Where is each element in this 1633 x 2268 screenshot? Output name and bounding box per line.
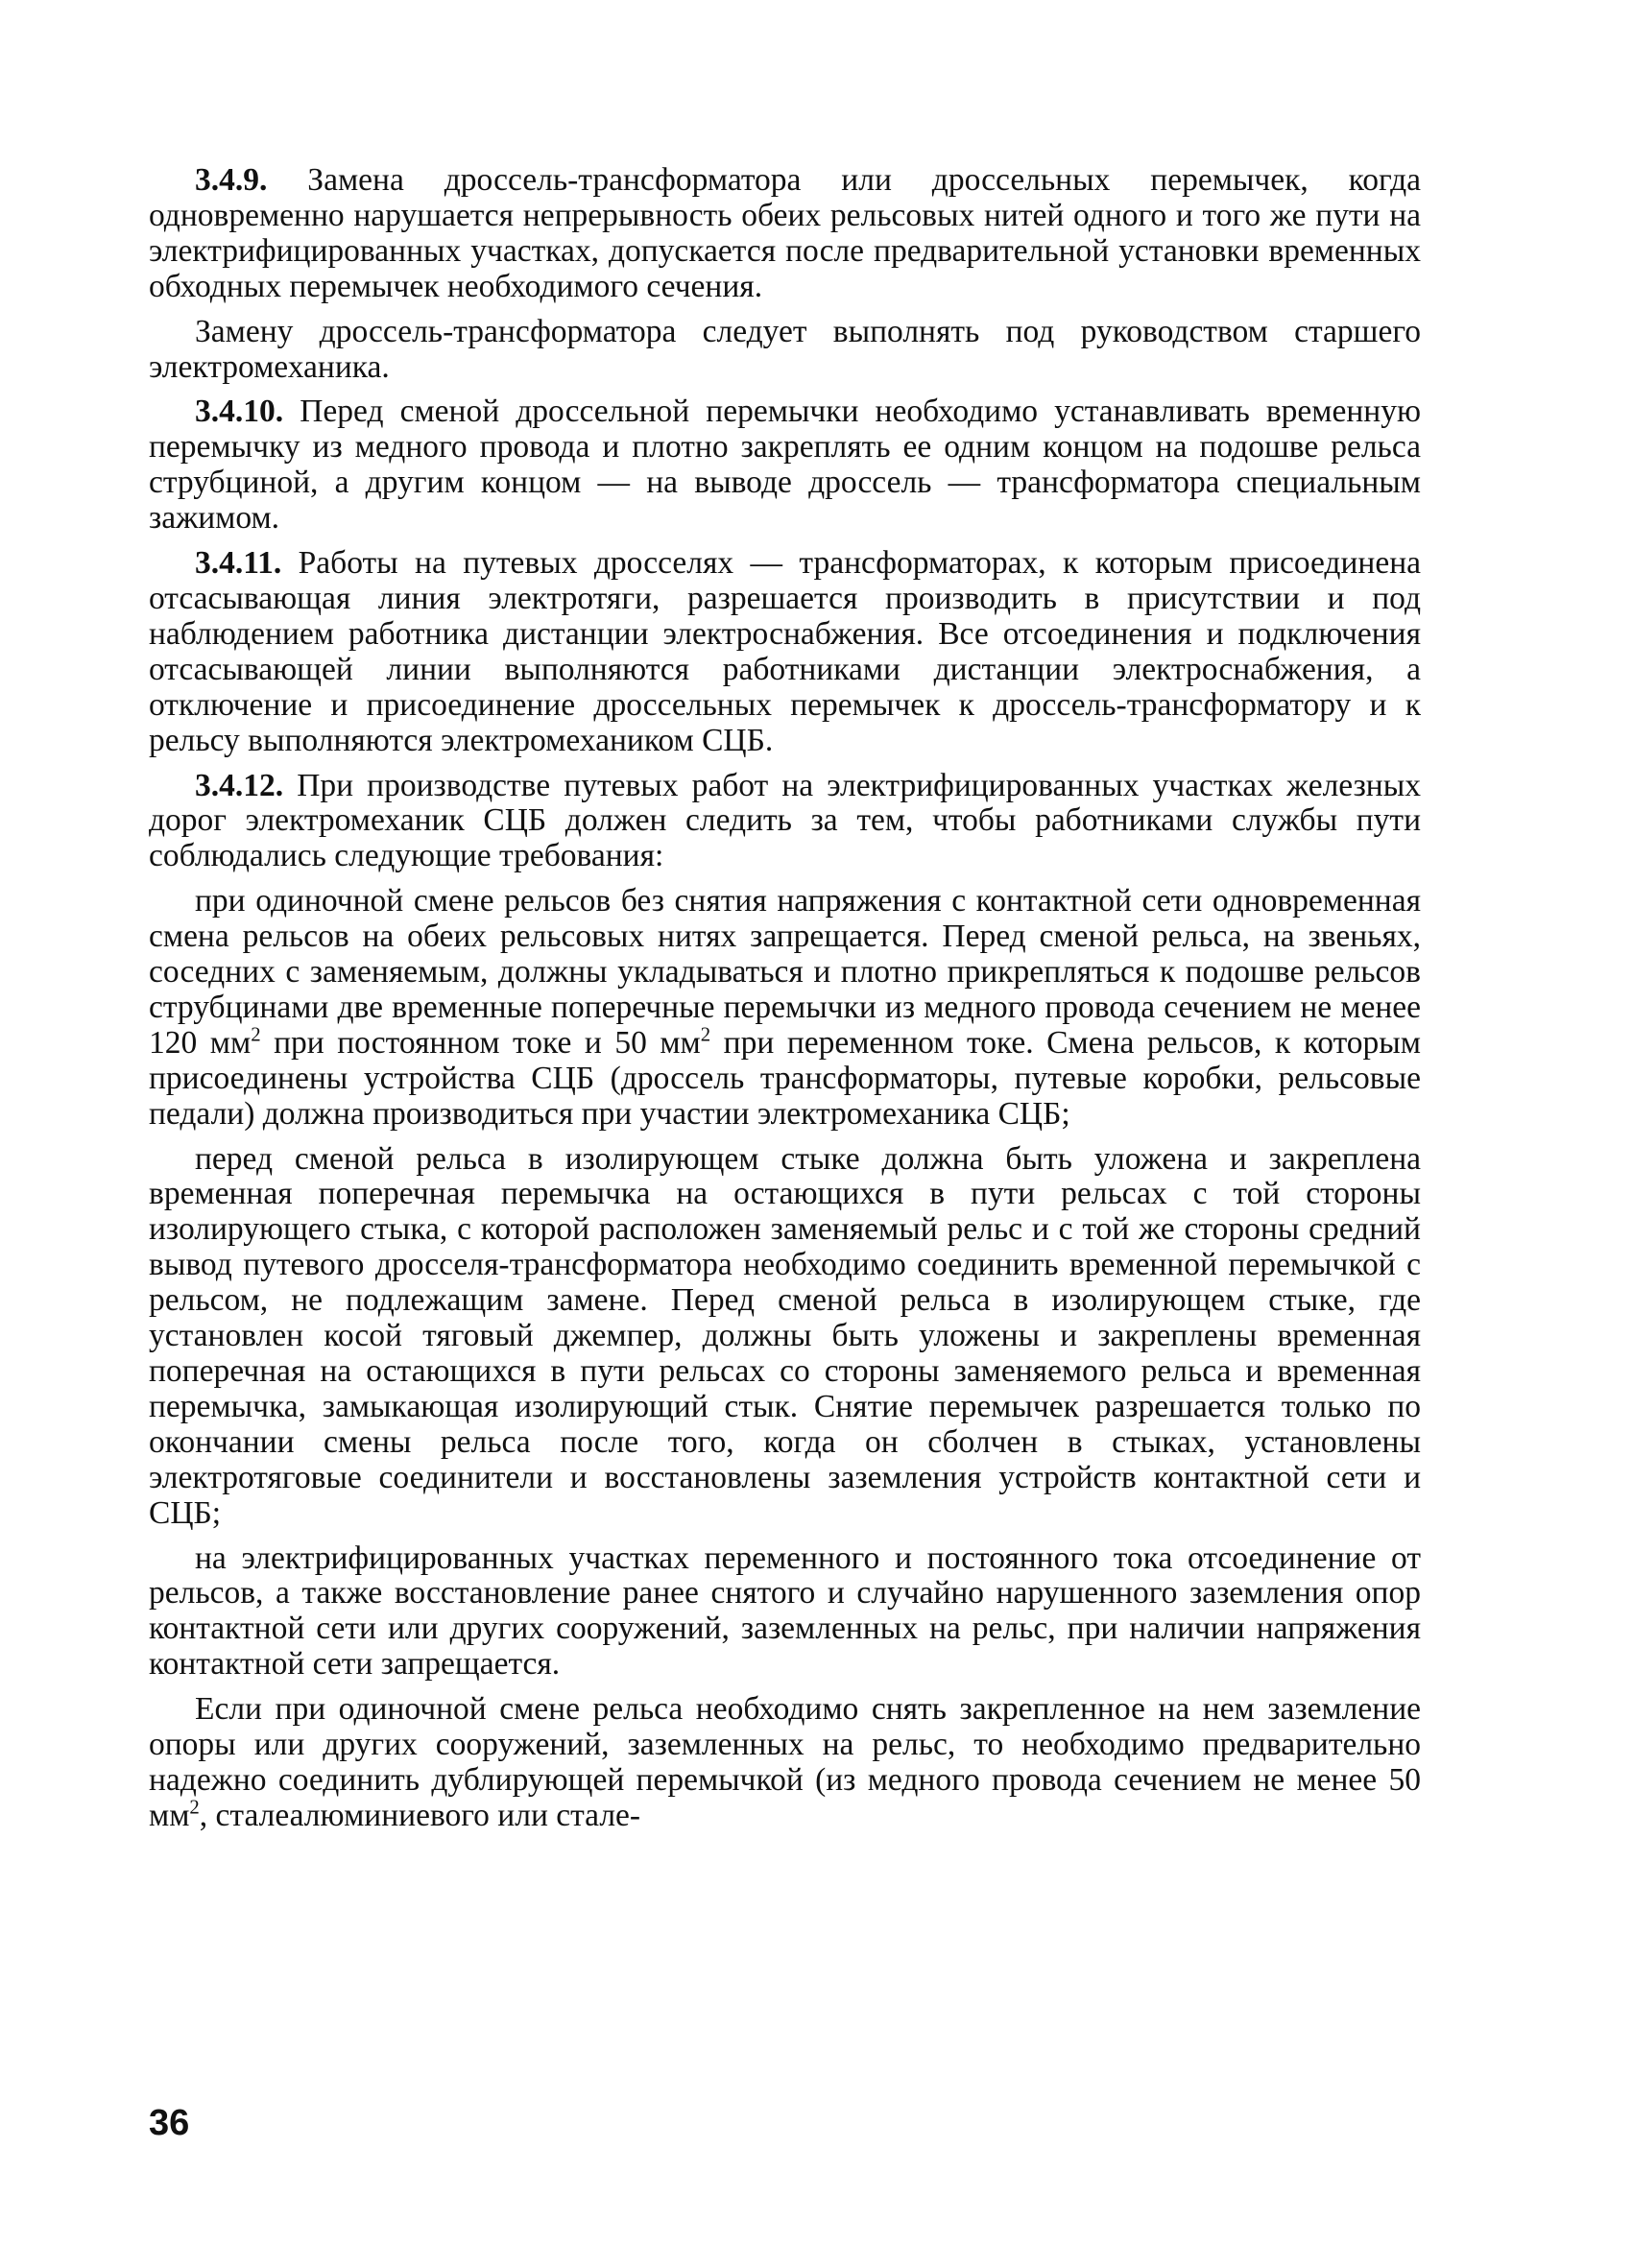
superscript: 2 <box>700 1023 711 1046</box>
superscript: 2 <box>189 1796 200 1819</box>
paragraph-text: Перед сменой дроссельной перемычки необходимо устанавливать временную перемычку из медного провода и плотно закреплять ее одним концом на подошве рельса струбциной, а другим концом — на выводе дроссель — трансформатора специальным зажимом. <box>149 394 1421 537</box>
paragraph-duplicate-jumper <box>149 1692 1421 1834</box>
paragraph-3-4-10 <box>149 394 1421 537</box>
paragraph-text: Замена дроссель-трансформатора или дроссельных перемычек, когда одновременно нарушается непрерывность обеих рельсовых нитей одного и того же пути на электрифицированных участках, допускается после предварительной установки временных обходных перемычек необходимого сечения. <box>149 162 1421 304</box>
paragraph-text: Если при одиночной смене рельса необходимо снять закрепленное на нем заземление опоры или других сооружений, заземленных на рельс, то необходимо предварительно надежно соединить дублирующей перемычкой (из медного провода сечением не менее 50 мм <box>149 1691 1421 1833</box>
superscript: 2 <box>251 1023 261 1046</box>
paragraph-insulating-joint <box>149 1142 1421 1532</box>
body-text <box>149 163 1421 1834</box>
paragraph-text: при одиночной смене рельсов без снятия напряжения с контактной сети одновременная смена рельсов на обеих рельсовых нитях запрещается. Перед сменой рельса, на звеньях, соседних с заменяемым, должны укладываться и плотно прикрепляться к подошве рельсов струбцинами две временные поперечные перемычки из медного провода сечением не менее 120 мм <box>149 883 1421 1061</box>
paragraph-text: , сталеалюминиевого или стале- <box>199 1797 641 1833</box>
paragraph-text: перед сменой рельса в изолирующем стыке должна быть уложена и закреплена временная поперечная перемычка на остающихся в пути рельсах с той стороны изолирующего стыка, с которой расположен заменяемый рельс и с той же стороны средний вывод путевого дросселя-трансформатора необходимо соединить временной перемычкой с рельсом, не подлежащим замене. Перед сменой рельса в изолирующем стыке, где установлен косой тяговый джемпер, должны быть уложены и закреплены временная поперечная на остающихся в пути рельсах со стороны заменяемого рельса и временная перемычка, замыкающая изолирующий стык. Снятие перемычек разрешается только по окончании смены рельса после того, когда он сболчен в стыках, установлены электротяговые соединители и восстановлены заземления устройств контактной сети и СЦБ; <box>149 1140 1421 1531</box>
paragraph-text: Замену дроссель-трансформатора следует выполнять под руководством старшего электромеханика. <box>149 313 1421 385</box>
clause-number: 3.4.9. <box>195 162 268 198</box>
paragraph-text: на электрифицированных участках переменного и постоянного тока отсоединение от рельсов, а также восстановление ранее снятого и случайно нарушенного заземления опор контактной сети или других сооружений, заземленных на рельс, при наличии напряжения контактной сети запрещается. <box>149 1540 1421 1683</box>
paragraph-text: при переменном токе. Смена рельсов, к которым присоединены устройства СЦБ (дроссель трансформаторы, путевые коробки, рельсовые педали) должна производиться при участии электромеханика СЦБ; <box>149 1024 1421 1132</box>
paragraph-text: при постоянном токе и 50 мм <box>260 1024 701 1061</box>
page-number: 36 <box>149 2103 190 2143</box>
paragraph-3-4-12 <box>149 769 1421 875</box>
paragraph-grounding <box>149 1541 1421 1683</box>
clause-number: 3.4.11. <box>195 545 282 582</box>
paragraph-text: Работы на путевых дросселях — трансформаторах, к которым присоединена отсасывающая линия электротяги, разрешается производить в присутствии и под наблюдением работника дистанции электроснабжения. Все отсоединения и подключения отсасывающей линии выполняются работниками дистанции электроснабжения, а отключение и присоединение дроссельных перемычек к дроссель-трансформатору и к рельсу выполняются электромехаником СЦБ. <box>149 545 1421 758</box>
clause-number: 3.4.10. <box>195 394 284 430</box>
paragraph-3-4-11 <box>149 546 1421 758</box>
clause-number: 3.4.12. <box>195 767 284 803</box>
paragraph-text: При производстве путевых работ на электрифицированных участках железных дорог электромеханик СЦБ должен следить за тем, чтобы работниками службы пути соблюдались следующие требования: <box>149 767 1421 874</box>
paragraph-single-rail-change <box>149 884 1421 1132</box>
paragraph-senior-electromechanic <box>149 315 1421 386</box>
paragraph-3-4-9 <box>149 163 1421 305</box>
